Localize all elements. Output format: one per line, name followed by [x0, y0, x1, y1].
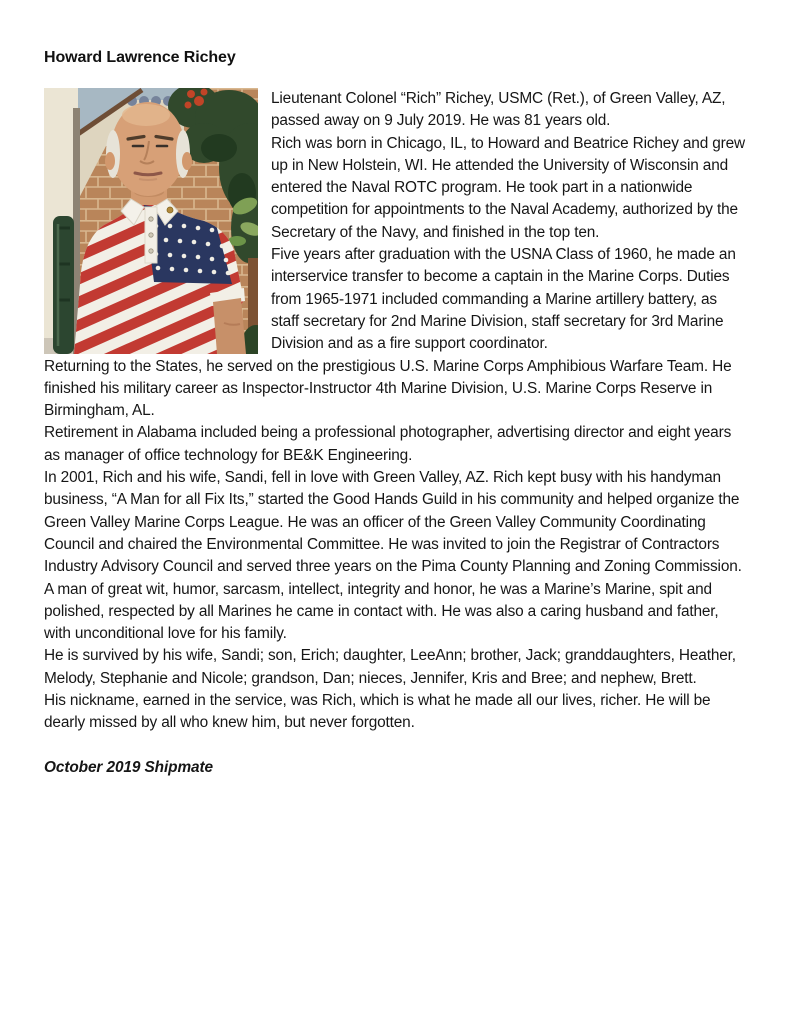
obituary-photo	[44, 88, 258, 354]
green-post	[53, 216, 74, 354]
publication-credit: October 2019 Shipmate	[44, 758, 213, 776]
obituary-paragraph-8: He is survived by his wife, Sandi; son, Erich; daughter, LeeAnn; brother, Jack; granddaughters, Heather, Melody, Stephanie and Nicole; grandson, Dan; nieces, Jennifer, Kris and Bree; and nephew, Brett.	[44, 647, 736, 687]
obituary-paragraph-3: Five years after graduation with the USNA Class of 1960, he made an interservice transfer to become a captain in the Marine Corps. Duties from 1965-1971 included commanding a Marine artillery battery, as staff secretary for 2nd Marine Division, staff secretary for 3rd Marine Division and as a fire support coordinator.	[271, 246, 736, 353]
obituary-text	[44, 88, 747, 735]
obituary-paragraph-5: Retirement in Alabama included being a professional photographer, advertising director and eight years as manager of office technology for BE&K Engineering.	[44, 424, 732, 464]
obituary-paragraph-1: Lieutenant Colonel “Rich” Richey, USMC (Ret.), of Green Valley, AZ, passed away on 9 July 2019. He was 81 years old.	[271, 90, 726, 130]
obituary-paragraph-6: In 2001, Rich and his wife, Sandi, fell in love with Green Valley, AZ. Rich kept busy with his handyman business, “A Man for all Fix Its,” started the Good Hands Guild in his community and helped organize the Green Valley Marine Corps League. He was an officer of the Green Valley Community Coordinating Council and chaired the Environmental Committee. He was invited to join the Registrar of Contractors Industry Advisory Council and served three years on the Pima County Planning and Zoning Commission.	[44, 469, 742, 576]
obituary-paragraph-9: His nickname, earned in the service, was Rich, which is what he made all our lives, richer. He will be dearly missed by all who knew him, but never forgotten.	[44, 692, 711, 732]
page-title: Howard Lawrence Richey	[44, 49, 236, 66]
obituary-paragraph-4: Returning to the States, he served on the prestigious U.S. Marine Corps Amphibious Warfare Team. He finished his military career as Inspector-Instructor 4th Marine Division, U.S. Marine Corps Reserve in Birmingham, AL.	[44, 357, 732, 420]
obituary-paragraph-7: A man of great wit, humor, sarcasm, intellect, integrity and honor, he was a Marine’s Marine, spit and polished, respected by all Marines he came in contact with. He was also a caring husband and father, with unconditional love for his family.	[44, 580, 719, 643]
obituary-paragraph-2: Rich was born in Chicago, IL, to Howard and Beatrice Richey and grew up in New Holstein, WI. He attended the University of Wisconsin and entered the Naval ROTC program. He took part in a nationwide competition for appointments to the Naval Academy, authorized by the Secretary of the Navy, and finished in the top ten.	[271, 134, 745, 241]
collar-pin	[167, 207, 173, 213]
